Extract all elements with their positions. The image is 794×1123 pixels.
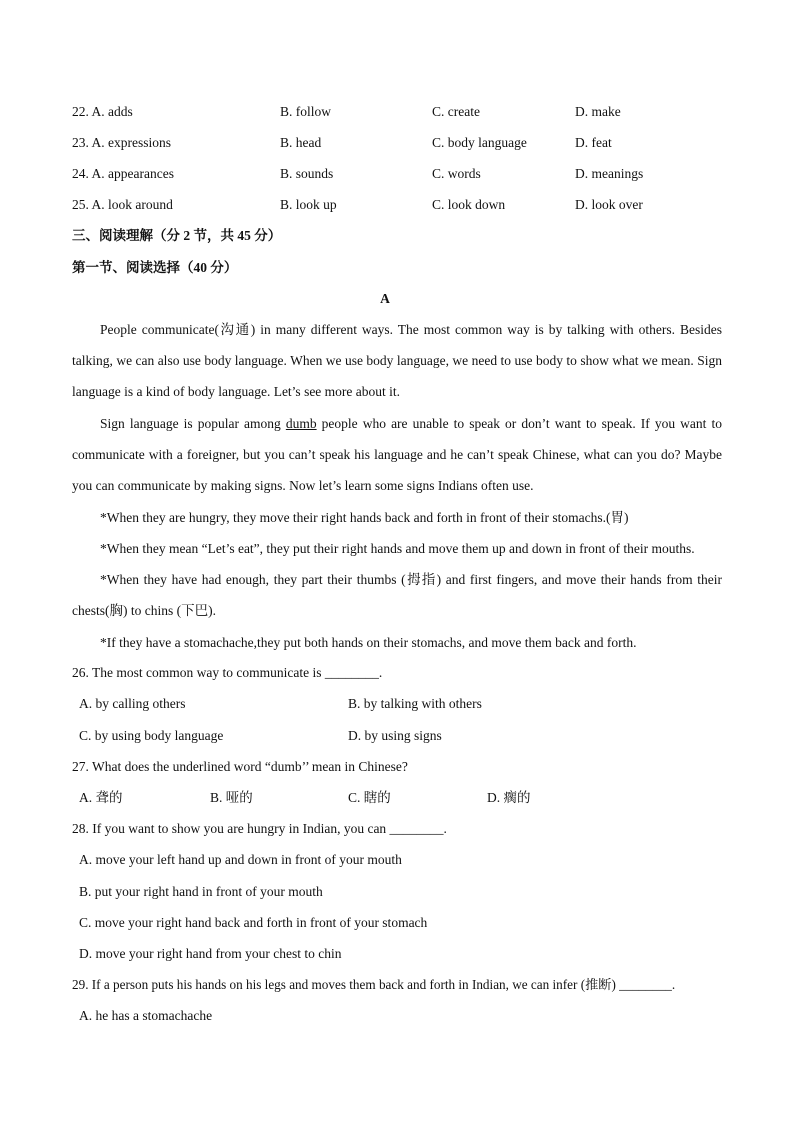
option-d: D. feat <box>575 135 612 150</box>
q28-option-b: B. put your right hand in front of your mouth <box>79 884 323 899</box>
section-heading: 三、阅读理解（分 2 节，共 45 分） <box>72 228 282 243</box>
option-a: 25. A. look around <box>72 197 173 212</box>
q27-option-c: C. 瞎的 <box>348 790 391 805</box>
option-a: 23. A. expressions <box>72 135 171 150</box>
q27-option-a: A. 聋的 <box>79 790 123 805</box>
option-b: B. head <box>280 135 322 150</box>
option-a: 24. A. appearances <box>72 166 174 181</box>
question-27-stem: 27. What does the underlined word “dumb’’ mean in Chinese? <box>72 759 408 774</box>
q28-option-a: A. move your left hand up and down in front of your mouth <box>79 852 402 867</box>
option-d: D. make <box>575 104 621 119</box>
paragraph-2: Sign language is popular among dumb people who are unable to speak or don’t want to speak. If you want to communicate with a foreigner, but you can’t speak his language and he can’t speak Chinese, what can you do? Maybe you can communicate by making signs. Now let’s learn some signs Indians often use. <box>72 416 722 494</box>
option-c: C. body language <box>432 135 527 150</box>
question-26-stem: 26. The most common way to communicate is ________. <box>72 665 383 680</box>
q26-option-c: C. by using body language <box>79 728 224 743</box>
paragraph-6: *If they have a stomachache,they put both hands on their stomachs, and move them back and forth. <box>100 635 637 650</box>
option-a: 22. A. adds <box>72 104 133 119</box>
question-25 <box>72 195 722 215</box>
option-c: C. look down <box>432 197 506 212</box>
paragraph-3: *When they are hungry, they move their right hands back and forth in front of their stomachs.(胃) <box>100 510 629 525</box>
subsection-heading: 第一节、阅读选择（40 分） <box>72 260 238 275</box>
option-b: B. look up <box>280 197 337 212</box>
question-29-stem: 29. If a person puts his hands on his legs and moves them back and forth in Indian, we can infer (推断) ________. <box>72 977 676 992</box>
option-b: B. sounds <box>280 166 334 181</box>
paragraph-5: *When they have had enough, they part their thumbs (拇指) and first fingers, and move their hands from their chests(胸) to chins (下巴). <box>72 572 722 619</box>
paragraph-4: *When they mean “Let’s eat”, they put their right hands and move them up and down in front of their mouths. <box>100 541 695 556</box>
question-28-stem: 28. If you want to show you are hungry in Indian, you can ________. <box>72 821 447 836</box>
option-d: D. look over <box>575 197 643 212</box>
q27-option-b: B. 哑的 <box>210 790 253 805</box>
question-22 <box>72 102 722 122</box>
question-23 <box>72 133 722 153</box>
underlined-word: dumb <box>285 416 317 431</box>
passage-title: A <box>380 291 390 306</box>
q28-option-d: D. move your right hand from your chest to chin <box>79 946 342 961</box>
paragraph-1: People communicate(沟通) in many different ways. The most common way is by talking with others. Besides talking, we can also use body language. When we use body language, we need to use body to show what we mean. Sign language is a kind of body language. Let’s see more about it. <box>72 322 722 400</box>
option-d: D. meanings <box>575 166 644 181</box>
q28-option-c: C. move your right hand back and forth in front of your stomach <box>79 915 428 930</box>
q26-option-a: A. by calling others <box>79 696 186 711</box>
option-c: C. create <box>432 104 480 119</box>
option-b: B. follow <box>280 104 332 119</box>
question-24 <box>72 164 722 184</box>
option-c: C. words <box>432 166 481 181</box>
q27-option-d: D. 瘸的 <box>487 790 531 805</box>
q26-option-b: B. by talking with others <box>348 696 482 711</box>
q29-option-a: A. he has a stomachache <box>79 1008 213 1023</box>
q26-option-d: D. by using signs <box>348 728 442 743</box>
